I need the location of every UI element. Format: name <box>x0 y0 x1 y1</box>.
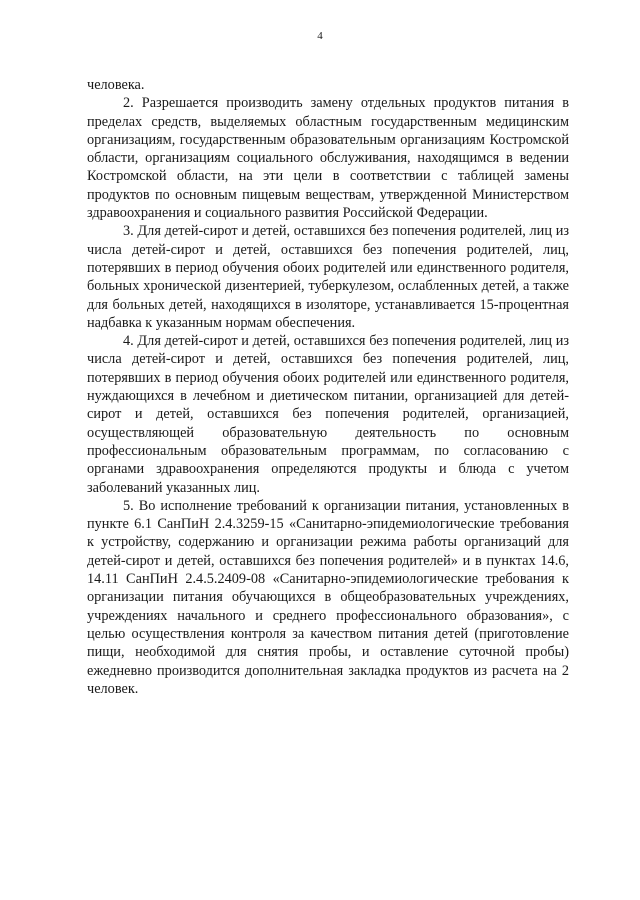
paragraph-item-3: 3. Для детей-сирот и детей, оставшихся без попечения родителей, лиц из числа детей-сирот и детей, оставшихся без попечения родителей, лиц, потерявших в период обучения обоих родителей или единственного родителя, больных хронической дизентерией, туберкулезом, ослабленных детей, а также для больных детей, находящихся в изоляторе, устанавливается 15-процентная надбавка к указанным нормам обеспечения. <box>87 223 569 331</box>
document-body <box>87 76 569 698</box>
paragraph-item-2: 2. Разрешается производить замену отдельных продуктов питания в пределах средств, выделяемых областным государственным медицинским организациям, государственным образовательным организациям Костромской области, организациям социального обслуживания, находящимся в ведении Костромской области, на эти цели в соответствии с таблицей замены продуктов по основным пищевым веществам, утвержденной Министерством здравоохранения и социального развития Российской Федерации. <box>87 95 569 222</box>
paragraph-continuation: человека. <box>87 77 145 93</box>
paragraph-item-4: 4. Для детей-сирот и детей, оставшихся без попечения родителей, лиц из числа детей-сирот и детей, оставшихся без попечения родителей, лиц, потерявших в период обучения обоих родителей или единственного родителя, нуждающихся в лечебном и диетическом питании, организацией для детей-сирот и детей, оставшихся без попечения родителей, организацией, осуществляющей образовательную деятельность по основным профессиональным образовательным программам, по согласованию с органами здравоохранения определяются продукты и блюда с учетом заболеваний указанных лиц. <box>87 333 569 496</box>
page-number: 4 <box>317 30 323 42</box>
paragraph-item-5: 5. Во исполнение требований к организации питания, установленных в пункте 6.1 СанПиН 2.4.3259-15 «Санитарно-эпидемиологические требования к устройству, содержанию и организации режима работы организаций для детей-сирот и детей, оставшихся без попечения родителей» и в пунктах 14.6, 14.11 СанПиН 2.4.5.2409-08 «Санитарно-эпидемиологические требования к организации питания обучающихся в общеобразовательных учреждениях, учреждениях начального и среднего профессионального образования», с целью осуществления контроля за качеством питания детей (приготовление пищи, необходимой для снятия пробы, и оставление суточной пробы) ежедневно производится дополнительная закладка продуктов из расчета на 2 человек. <box>87 497 569 697</box>
